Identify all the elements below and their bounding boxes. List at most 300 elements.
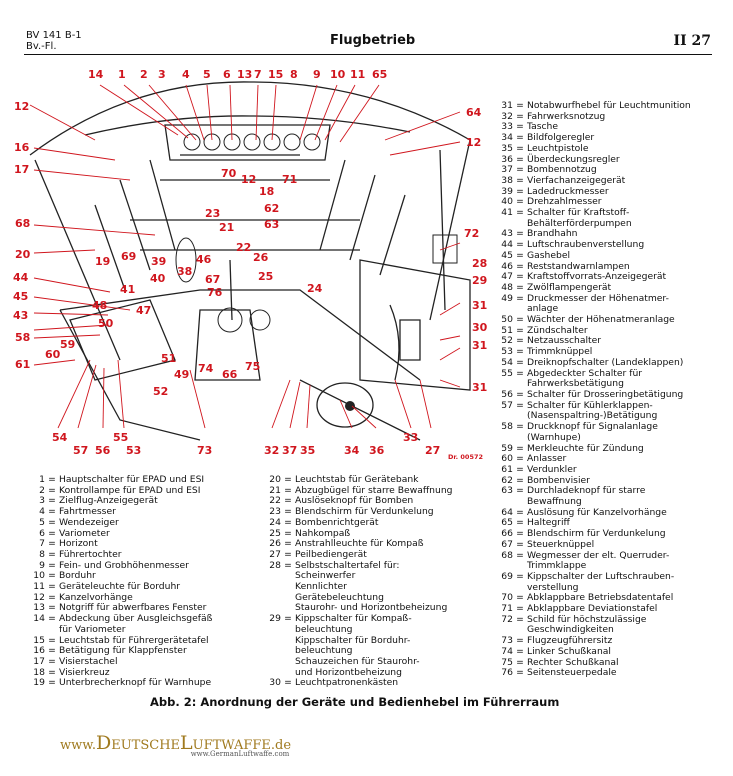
legend-entry (496, 422, 726, 443)
legend-text: Ladedruckmesser (527, 185, 609, 197)
legend-equals: = (284, 484, 292, 496)
legend-equals: = (48, 666, 56, 678)
legend-text: Visierkreuz (59, 666, 110, 678)
legend-equals: = (48, 516, 56, 528)
legend-number: 11 (33, 581, 45, 593)
legend-equals: = (516, 174, 524, 186)
callout-57: 57 (73, 444, 89, 457)
legend-entry (28, 518, 268, 529)
legend-text: Hauptschalter für EPAD und ESI (59, 474, 205, 485)
legend-entry (496, 358, 726, 369)
callout-19: 19 (95, 255, 111, 268)
legend-text: Bombenrichtgerät (295, 516, 379, 528)
legend-equals: = (284, 559, 292, 571)
legend-equals: = (516, 239, 524, 251)
legend-number: 19 (33, 677, 45, 689)
legend-number: 1 (39, 474, 45, 485)
legend-equals: = (48, 634, 56, 646)
callout-76-a: 76 (207, 286, 223, 299)
legend-entry (496, 615, 726, 636)
legend-text: Luftschraubenverstellung (527, 239, 645, 251)
legend-text: Fein- und Grobhöhenmesser (59, 559, 189, 571)
legend-equals: = (284, 613, 292, 625)
legend-number: 50 (501, 314, 513, 326)
callout-68: 68 (15, 217, 31, 230)
legend-equals: = (516, 324, 524, 336)
legend-entry (496, 294, 726, 315)
legend-number: 17 (33, 655, 45, 667)
legend-number: 38 (501, 174, 513, 186)
callout-10: 10 (330, 68, 346, 81)
callout-22: 22 (236, 241, 252, 254)
legend-number: 57 (501, 399, 513, 411)
callout-63: 63 (264, 218, 280, 231)
watermark-sub: www.GermanLuftwaffe.com (190, 750, 290, 758)
legend-text: Rechter Schußkanal (527, 656, 619, 668)
legend-equals: = (516, 538, 524, 550)
callout-41: 41 (120, 283, 136, 296)
legend-entry (28, 678, 268, 689)
legend-equals: = (516, 132, 524, 144)
legend-text: Merkleuchte für Zündung (527, 442, 644, 454)
legend-text: Leuchtpatronenkästen (295, 677, 399, 689)
callout-13: 13 (237, 68, 253, 81)
callout-5: 5 (203, 68, 211, 81)
legend-text: Druckmesser der Höhenatmer- anlage (527, 292, 669, 315)
callout-29: 29 (472, 274, 488, 287)
legend-equals: = (516, 367, 524, 379)
legend-equals: = (516, 142, 524, 154)
legend-number: 47 (501, 271, 513, 283)
legend-text: Kanzelvorhänge (59, 591, 133, 603)
legend-text: Fahrtmesser (59, 506, 116, 518)
legend-equals: = (516, 228, 524, 240)
legend-number: 16 (33, 645, 45, 657)
legend-equals: = (516, 656, 524, 668)
figure-caption: Abb. 2: Anordnung der Geräte und Bedienhebel im Führerraum (150, 695, 560, 709)
legend-number: 28 (269, 559, 281, 571)
legend-entry (496, 369, 726, 390)
legend-number: 69 (501, 570, 513, 582)
callout-8: 8 (290, 68, 298, 81)
watermark-uftwaffe: UFTWAFFE (192, 738, 271, 753)
legend-equals: = (516, 613, 524, 625)
callout-24: 24 (307, 282, 323, 295)
legend-text: Schalter für Kühlerklappen- (Nasenspaltring-)Betätigung (527, 399, 658, 422)
callout-64: 64 (466, 106, 482, 119)
callout-50: 50 (98, 317, 114, 330)
callout-31-c: 31 (472, 381, 488, 394)
legend-text: Vierfachanzeigegerät (527, 174, 626, 186)
callout-35: 35 (300, 444, 316, 457)
legend-equals: = (284, 548, 292, 560)
callout-12-c: 12 (241, 173, 257, 186)
legend-entry (496, 551, 726, 572)
legend-right (496, 101, 726, 679)
legend-text: Blendschirm für Verdunkelung (295, 506, 434, 518)
legend-equals: = (516, 453, 524, 465)
callout-3: 3 (158, 68, 166, 81)
legend-equals: = (516, 196, 524, 208)
legend-equals: = (48, 655, 56, 667)
legend-text: Fahrwerksnotzug (527, 110, 606, 122)
legend-equals: = (516, 485, 524, 497)
legend-text: Abgedeckter Schalter für Fahrwerksbetätigung (527, 367, 643, 390)
legend-equals: = (516, 153, 524, 165)
legend-number: 65 (501, 517, 513, 529)
legend-number: 21 (269, 484, 281, 496)
legend-equals: = (516, 399, 524, 411)
legend-equals: = (516, 207, 524, 219)
callout-43: 43 (13, 309, 29, 322)
legend-entry (496, 647, 726, 658)
legend-text: Leuchtstab für Führergerätetafel (59, 634, 209, 646)
legend-equals: = (516, 388, 524, 400)
legend-equals: = (516, 549, 524, 561)
legend-text: Unterbrecherknopf für Warnhupe (59, 677, 212, 689)
legend-equals: = (516, 463, 524, 475)
legend-text: Flugzeugführersitz (527, 635, 613, 647)
callout-69: 69 (121, 250, 137, 263)
legend-text: Bombenvisier (527, 474, 590, 486)
legend-text: Notgriff für abwerfbares Fenster (59, 602, 207, 614)
legend-number: 52 (501, 335, 513, 347)
watermark-l: L (180, 732, 193, 754)
callout-16: 16 (14, 141, 30, 154)
legend-text: Abklappbare Deviationstafel (527, 603, 658, 615)
legend-text: Haltegriff (527, 517, 570, 529)
legend-number: 48 (501, 281, 513, 293)
legend-number: 35 (501, 142, 513, 154)
legend-number: 76 (501, 667, 513, 679)
legend-equals: = (516, 667, 524, 679)
callout-60: 60 (45, 348, 61, 361)
callout-11: 11 (350, 68, 366, 81)
legend-entry (264, 678, 496, 689)
legend-number: 66 (501, 528, 513, 540)
legend-number: 3 (39, 495, 45, 507)
callout-49: 49 (174, 368, 190, 381)
legend-text: Reststandwarnlampen (527, 260, 630, 272)
callout-67: 67 (205, 273, 221, 286)
callout-14: 14 (88, 68, 104, 81)
legend-equals: = (48, 474, 56, 485)
legend-number: 71 (501, 603, 513, 615)
legend-text: Führertochter (59, 548, 122, 560)
callout-18: 18 (259, 185, 275, 198)
legend-text: Leuchtstab für Gerätebank (295, 474, 419, 485)
legend-equals: = (516, 506, 524, 518)
legend-entry (496, 540, 726, 551)
legend-entry (496, 401, 726, 422)
callout-12-a: 12 (14, 100, 30, 113)
legend-number: 51 (501, 324, 513, 336)
legend-number: 9 (39, 559, 45, 571)
callout-59: 59 (60, 338, 76, 351)
callout-73: 73 (197, 444, 213, 457)
legend-number: 15 (33, 634, 45, 646)
callout-30: 30 (472, 321, 488, 334)
legend-equals: = (284, 677, 292, 689)
legend-text: Durchladeknopf für starre Bewaffnung (527, 485, 646, 508)
legend-text: Brandhahn (527, 228, 578, 240)
legend-equals: = (516, 528, 524, 540)
legend-text: Wegmesser der elt. Querruder- Trimmklappe (527, 549, 670, 572)
legend-equals: = (284, 527, 292, 539)
legend-number: 40 (501, 196, 513, 208)
callout-66: 66 (222, 368, 238, 381)
legend-text: Kippschalter für Kompaß- beleuchtung Kippschalter für Borduhr- beleuchtung Schauzeichen für Staurohr- und Horizontbeheizung (295, 613, 420, 678)
legend-number: 67 (501, 538, 513, 550)
legend-text: Linker Schußkanal (527, 645, 611, 657)
legend-equals: = (48, 538, 56, 550)
legend-equals: = (516, 164, 524, 176)
legend-equals: = (516, 260, 524, 272)
legend-equals: = (516, 570, 524, 582)
legend-number: 13 (33, 602, 45, 614)
legend-text: Schalter für Kraftstoff- Behälterförderpumpen (527, 207, 632, 229)
legend-text: Kraftstoffvorrats-Anzeigegerät (527, 271, 667, 283)
legend-equals: = (516, 442, 524, 454)
callout-36: 36 (369, 444, 385, 457)
legend-equals: = (516, 292, 524, 304)
legend-text: Wächter der Höhenatmeranlage (527, 314, 675, 326)
legend-equals: = (48, 570, 56, 582)
legend-equals: = (516, 346, 524, 358)
legend-number: 70 (501, 592, 513, 604)
legend-text: Kippschalter der Luftschrauben- verstellung (527, 570, 675, 593)
legend-number: 62 (501, 474, 513, 486)
callout-25: 25 (258, 270, 274, 283)
legend-number: 64 (501, 506, 513, 518)
legend-number: 39 (501, 185, 513, 197)
callout-6: 6 (223, 68, 231, 81)
legend-equals: = (516, 517, 524, 529)
callout-21: 21 (219, 221, 235, 234)
legend-number: 58 (501, 421, 513, 433)
legend-text: Bombennotzug (527, 164, 597, 176)
legend-entry (496, 144, 726, 155)
header-left (26, 30, 82, 52)
legend-equals: = (516, 185, 524, 197)
legend-number: 54 (501, 356, 513, 368)
legend-text: Auslösung für Kanzelvorhänge (527, 506, 667, 518)
section-code: Bv.-Fl. (26, 41, 57, 52)
callout-37: 37 (282, 444, 298, 457)
callout-48: 48 (92, 299, 108, 312)
legend-number: 41 (501, 207, 513, 219)
callout-70: 70 (221, 167, 237, 180)
legend-number: 5 (39, 516, 45, 528)
legend-text: Überdeckungsregler (527, 153, 620, 165)
callout-33: 33 (403, 431, 419, 444)
legend-text: Kontrollampe für EPAD und ESI (59, 484, 201, 496)
legend-equals: = (48, 591, 56, 603)
legend-text: Abdeckung über Ausgleichsgefäß für Variometer (59, 613, 213, 635)
watermark-eutsche: EUTSCHE (111, 738, 181, 753)
legend-number: 22 (269, 495, 281, 507)
legend-number: 8 (39, 548, 45, 560)
legend-equals: = (48, 527, 56, 539)
callout-56: 56 (95, 444, 111, 457)
drawing-reference: Dr. 00572 (448, 453, 484, 461)
legend-text: Gashebel (527, 249, 571, 261)
legend-number: 14 (33, 613, 45, 625)
legend-entry (264, 614, 496, 678)
legend-text: Schalter für Drosseringbetätigung (527, 388, 684, 400)
legend-text: Netzausschalter (527, 335, 602, 347)
legend-number: 61 (501, 463, 513, 475)
legend-equals: = (48, 484, 56, 496)
callout-26: 26 (253, 251, 269, 264)
legend-equals: = (48, 677, 56, 689)
legend-equals: = (516, 249, 524, 261)
legend-number: 29 (269, 613, 281, 625)
callout-75: 75 (245, 360, 261, 373)
legend-equals: = (48, 495, 56, 507)
legend-entry (496, 251, 726, 262)
legend-text: Zündschalter (527, 324, 588, 336)
legend-text: Visierstachel (59, 655, 118, 667)
callout-23: 23 (205, 207, 221, 220)
legend-text: Peilbediengerät (295, 548, 367, 560)
legend-number: 24 (269, 516, 281, 528)
legend-text: Leuchtpistole (527, 142, 589, 154)
callout-17: 17 (14, 163, 30, 176)
legend-text: Verdunkler (527, 463, 577, 475)
legend-text: Abklappbare Betriebsdatentafel (527, 592, 674, 604)
legend-equals: = (284, 495, 292, 507)
callout-53: 53 (126, 444, 142, 457)
legend-bottom-middle (264, 475, 496, 689)
legend-equals: = (284, 506, 292, 518)
legend-text: Nahkompaß (295, 527, 351, 539)
callout-55: 55 (113, 431, 129, 444)
callout-9: 9 (313, 68, 321, 81)
callout-51: 51 (161, 352, 177, 365)
callout-7: 7 (254, 68, 262, 81)
legend-number: 37 (501, 164, 513, 176)
callout-40: 40 (150, 272, 166, 285)
legend-equals: = (516, 421, 524, 433)
legend-equals: = (516, 100, 524, 111)
callout-28: 28 (472, 257, 488, 270)
legend-number: 68 (501, 549, 513, 561)
callout-72: 72 (464, 227, 480, 240)
legend-number: 27 (269, 548, 281, 560)
legend-text: Variometer (59, 527, 110, 539)
legend-text: Auslöseknopf für Bomben (295, 495, 414, 507)
callout-58: 58 (15, 331, 31, 344)
legend-text: Betätigung für Klappfenster (59, 645, 187, 657)
legend-equals: = (284, 474, 292, 485)
cockpit-drawing (0, 60, 500, 470)
legend-entry (264, 518, 496, 529)
callout-12-b: 12 (466, 136, 482, 149)
legend-number: 18 (33, 666, 45, 678)
legend-equals: = (516, 281, 524, 293)
legend-text: Selbstschaltertafel für: Scheinwerfer Kennlichter Gerätebeleuchtung Staurohr- und Horizontbeheizung (295, 559, 448, 614)
legend-text: Horizont (59, 538, 98, 550)
legend-number: 59 (501, 442, 513, 454)
legend-text: Borduhr (59, 570, 96, 582)
watermark-d: D (95, 732, 112, 754)
legend-equals: = (48, 548, 56, 560)
legend-equals: = (516, 603, 524, 615)
legend-text: Steuerknüppel (527, 538, 595, 550)
legend-number: 20 (269, 474, 281, 485)
legend-bottom-left (28, 475, 268, 689)
legend-number: 31 (501, 100, 513, 111)
legend-equals: = (48, 581, 56, 593)
legend-equals: = (516, 271, 524, 283)
legend-equals: = (48, 602, 56, 614)
legend-equals: = (516, 356, 524, 368)
callout-15: 15 (268, 68, 284, 81)
legend-equals: = (516, 645, 524, 657)
callout-52: 52 (153, 385, 169, 398)
legend-number: 75 (501, 656, 513, 668)
legend-number: 45 (501, 249, 513, 261)
callout-38: 38 (177, 265, 193, 278)
legend-text: Druckknopf für Signalanlage (Warnhupe) (527, 421, 658, 443)
watermark-suffix: .de (270, 738, 292, 753)
legend-equals: = (516, 121, 524, 133)
callout-47: 47 (136, 304, 152, 317)
callout-74: 74 (198, 362, 214, 375)
legend-equals: = (48, 645, 56, 657)
legend-equals: = (516, 314, 524, 326)
aircraft-type: BV 141 B-1 (26, 30, 82, 41)
legend-number: 26 (269, 538, 281, 550)
legend-text: Anlasser (527, 453, 567, 465)
legend-text: Seitensteuerpedale (527, 667, 617, 679)
legend-equals: = (284, 538, 292, 550)
legend-number: 72 (501, 613, 513, 625)
legend-number: 25 (269, 527, 281, 539)
legend-text: Schild für höchstzulässige Geschwindigkeiten (527, 613, 647, 636)
callout-32: 32 (264, 444, 280, 457)
legend-number: 53 (501, 346, 513, 358)
legend-number: 63 (501, 485, 513, 497)
callout-62: 62 (264, 202, 280, 215)
legend-number: 74 (501, 645, 513, 657)
legend-entry (264, 561, 496, 615)
legend-number: 55 (501, 367, 513, 379)
legend-equals: = (516, 592, 524, 604)
legend-entry (496, 465, 726, 476)
callout-1: 1 (118, 68, 126, 81)
legend-text: Geräteleuchte für Borduhr (59, 581, 181, 593)
legend-number: 49 (501, 292, 513, 304)
legend-number: 30 (269, 677, 281, 689)
callout-31-b: 31 (472, 339, 488, 352)
legend-text: Blendschirm für Verdunkelung (527, 528, 666, 540)
legend-entry (496, 208, 726, 229)
legend-text: Bildfolgeregler (527, 132, 595, 144)
legend-text: Trimmknüppel (527, 346, 593, 358)
callout-39: 39 (151, 255, 167, 268)
callout-2: 2 (140, 68, 148, 81)
legend-text: Anstrahlleuchte für Kompaß (295, 538, 424, 550)
page-number: II 27 (673, 33, 711, 49)
legend-entry (496, 486, 726, 507)
legend-number: 32 (501, 110, 513, 122)
legend-equals: = (284, 516, 292, 528)
page-title: Flugbetrieb (330, 33, 416, 48)
header-divider (24, 54, 712, 55)
legend-text: Abzugbügel für starre Bewaffnung (295, 484, 453, 496)
